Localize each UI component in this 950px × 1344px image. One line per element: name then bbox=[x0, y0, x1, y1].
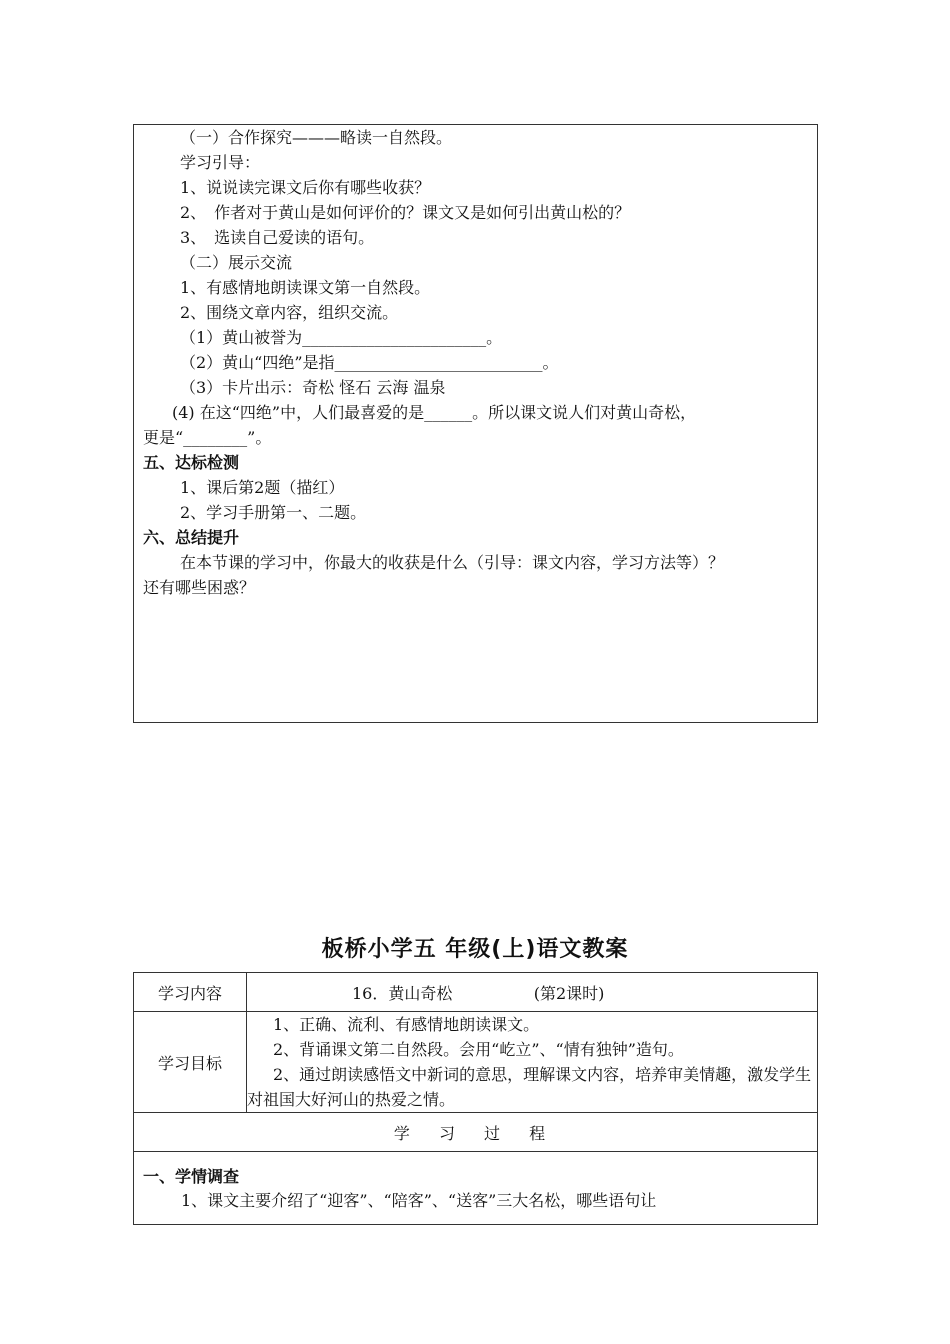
section-heading-survey: 一、学情调查 bbox=[143, 1167, 240, 1186]
check-item: 2、学习手册第一、二题。 bbox=[180, 503, 367, 522]
card-item: （3）卡片出示：奇松 怪石 云海 温泉 bbox=[180, 378, 446, 397]
section-heading-explore: （一）合作探究———略读一自然段。 bbox=[180, 128, 453, 147]
fill-blank-item: （2）黄山“四绝”是指__________________________。 bbox=[180, 353, 559, 372]
share-item: 2、围绕文章内容，组织交流。 bbox=[180, 303, 399, 322]
lesson-plan-table bbox=[133, 972, 818, 1225]
section-heading-share: （二）展示交流 bbox=[180, 253, 293, 272]
process-cell bbox=[134, 1152, 818, 1225]
goal-item: 1、正确、流利、有感情地朗读课文。 bbox=[273, 1015, 540, 1034]
summary-text-cont: 还有哪些困惑？ bbox=[143, 578, 256, 597]
content-label: 学习内容 bbox=[134, 973, 247, 1012]
guide-question: 1、说说读完课文后你有哪些收获？ bbox=[180, 178, 431, 197]
survey-question: 1、课文主要介绍了“迎客”、“陪客”、“送客”三大名松，哪些语句让 bbox=[181, 1191, 657, 1210]
guide-question: 2、 作者对于黄山是如何评价的？课文又是如何引出黄山松的？ bbox=[180, 203, 631, 222]
goal-item: 2、背诵课文第二自然段。会用“屹立”、“情有独钟”造句。 bbox=[273, 1040, 684, 1059]
goals-cell bbox=[247, 1012, 818, 1113]
table-row bbox=[134, 973, 818, 1012]
page-title: 板桥小学五 年级(上)语文教案 bbox=[321, 937, 629, 962]
fill-blank-item: （1）黄山被誉为_______________________。 bbox=[180, 328, 503, 347]
table-row bbox=[134, 1113, 818, 1152]
goals-label: 学习目标 bbox=[134, 1012, 247, 1113]
share-item: 1、有感情地朗读课文第一自然段。 bbox=[180, 278, 431, 297]
check-item: 1、课后第2题（描红） bbox=[180, 478, 345, 497]
goal-item: 2、通过朗读感悟文中新词的意思，理解课文内容，培养审美情趣，激发学生对祖国大好河山的热爱之情。 bbox=[247, 1065, 812, 1109]
section-heading-check: 五、达标检测 bbox=[143, 453, 240, 472]
fill-blank-item: (4) 在这“四绝”中，人们最喜爱的是______。所以课文说人们对黄山奇松， bbox=[172, 403, 697, 422]
section-heading-summary: 六、总结提升 bbox=[143, 528, 240, 547]
guide-question: 3、 选读自己爱读的语句。 bbox=[180, 228, 375, 247]
table-row bbox=[134, 1012, 818, 1113]
summary-text: 在本节课的学习中，你最大的收获是什么（引导：课文内容，学习方法等）？ bbox=[180, 553, 725, 572]
fill-blank-item-cont: 更是“________”。 bbox=[143, 428, 272, 447]
process-header: 学 习 过 程 bbox=[134, 1113, 818, 1152]
content-value: 16．黄山奇松 (第2课时) bbox=[247, 973, 818, 1012]
guide-label: 学习引导： bbox=[180, 153, 261, 172]
table-row bbox=[134, 1152, 818, 1225]
